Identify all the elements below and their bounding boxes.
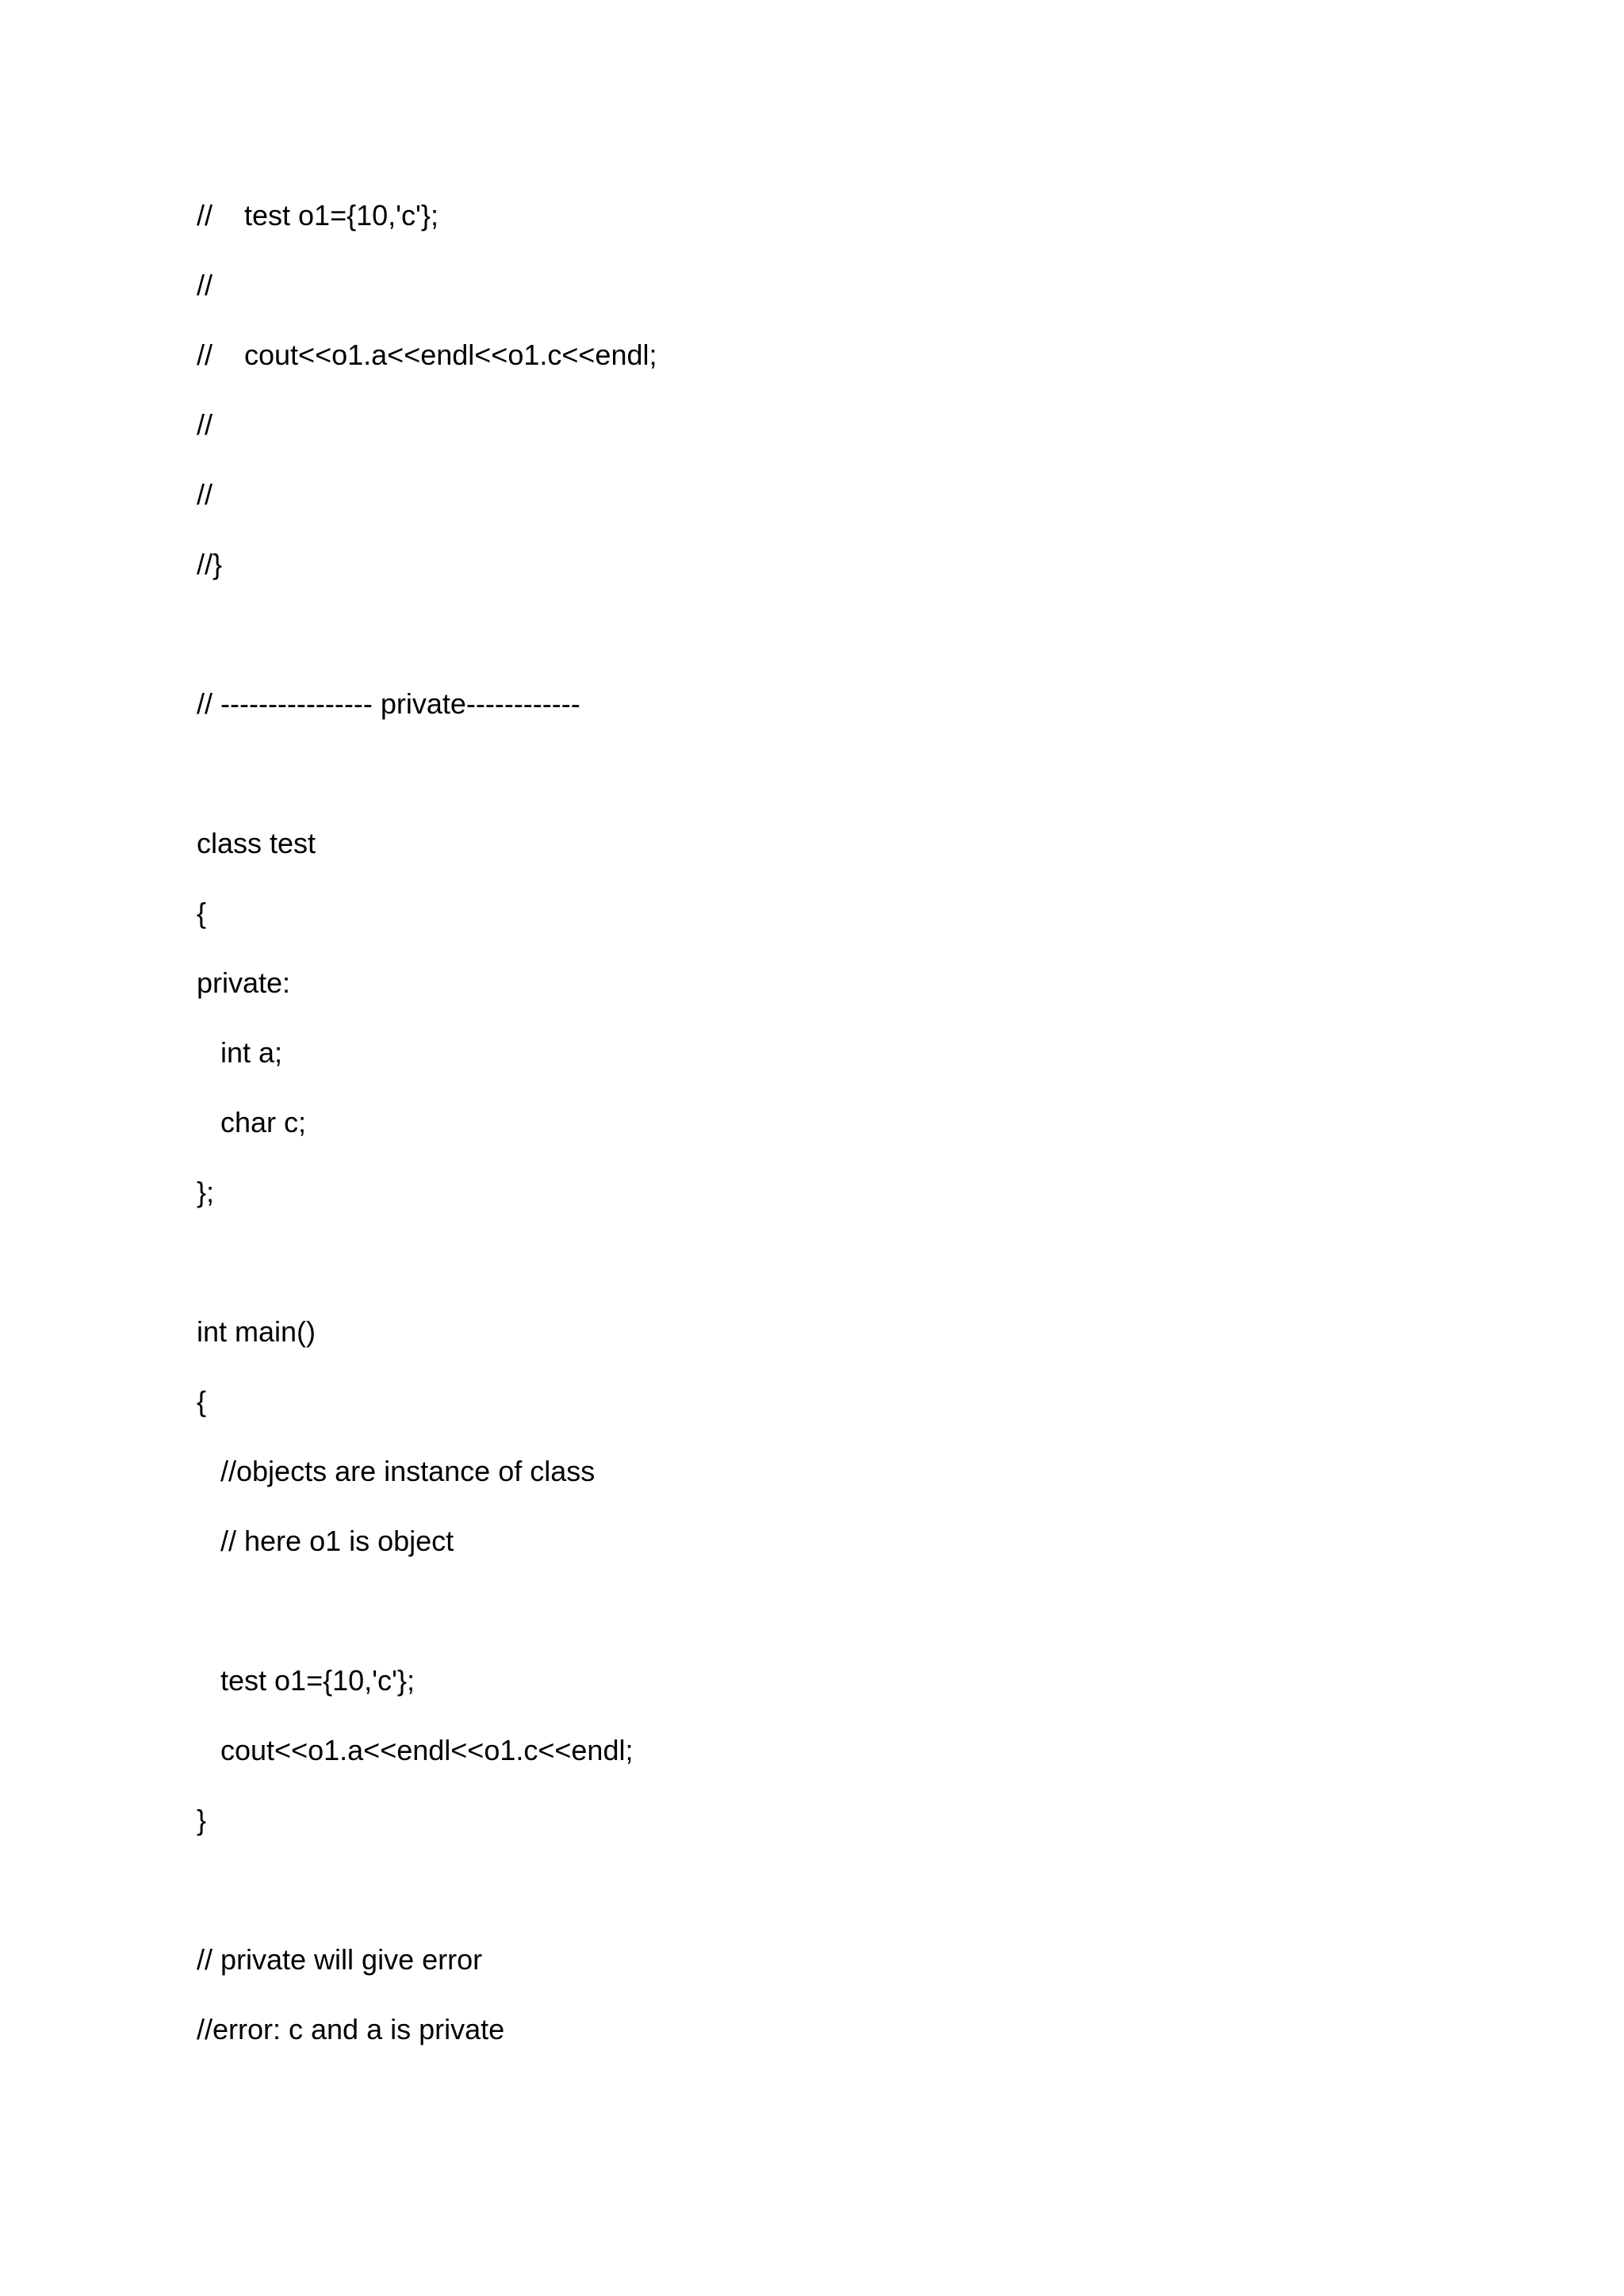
code-line: // cout<<o1.a<<endl<<o1.c<<endl; <box>197 339 657 371</box>
code-line: cout<<o1.a<<endl<<o1.c<<endl; <box>197 1734 634 1766</box>
code-line: private: <box>197 966 291 999</box>
code-line: char c; <box>197 1106 307 1138</box>
code-line: // <box>197 408 213 441</box>
code-line: // <box>197 478 213 511</box>
code-line: // private will give error <box>197 1943 483 1976</box>
code-line: //error: c and a is private <box>197 2013 505 2045</box>
code-line: // test o1={10,'c'}; <box>197 199 439 232</box>
code-line: int main() <box>197 1315 316 1348</box>
code-line: // ---------------- private------------ <box>197 687 580 720</box>
code-line: }; <box>197 1176 215 1208</box>
code-line: // <box>197 269 213 301</box>
code-line: //objects are instance of class <box>197 1455 596 1487</box>
code-line: // here o1 is object <box>197 1525 454 1557</box>
code-line: class test <box>197 827 316 859</box>
code-line: test o1={10,'c'}; <box>197 1664 415 1697</box>
code-line: //} <box>197 548 223 580</box>
code-line: { <box>197 1385 207 1418</box>
code-line: { <box>197 897 207 929</box>
code-line: int a; <box>197 1036 283 1069</box>
code-line: } <box>197 1804 207 1836</box>
